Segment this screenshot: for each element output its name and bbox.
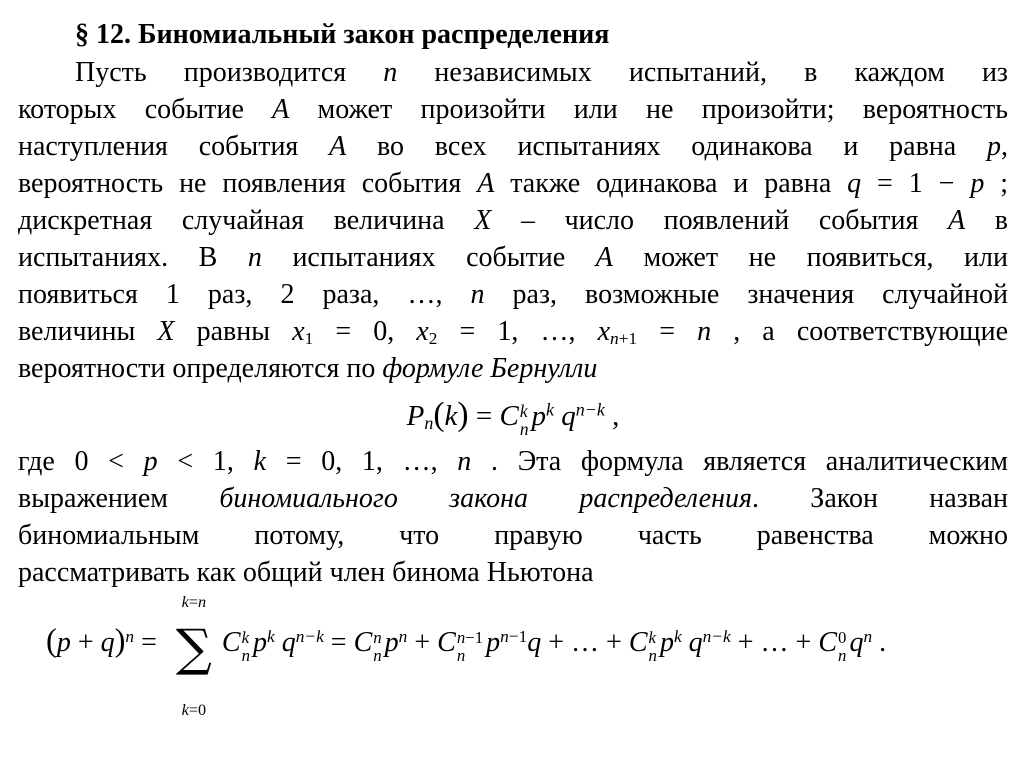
text-run: наступления события bbox=[18, 131, 330, 162]
text-run bbox=[457, 629, 483, 664]
text-run: ; bbox=[984, 168, 1008, 199]
text-run bbox=[275, 627, 282, 658]
text-run: p bbox=[252, 627, 267, 658]
text-run: n bbox=[125, 626, 135, 646]
text-run: рассматривать как общий член бинома Ньютона bbox=[18, 557, 594, 588]
text-run: + bbox=[407, 627, 438, 658]
text-run: ( bbox=[46, 623, 57, 659]
text-run: n bbox=[863, 626, 873, 646]
text-run: n bbox=[373, 628, 382, 648]
text-run bbox=[546, 400, 554, 420]
text-run: C bbox=[818, 627, 838, 658]
text-run: p bbox=[531, 400, 547, 432]
text-run: k bbox=[546, 399, 555, 420]
text-run: вероятности определяются по bbox=[18, 353, 383, 384]
text-run: x bbox=[597, 316, 610, 347]
text-run: n bbox=[457, 446, 472, 477]
text-run: P bbox=[406, 400, 425, 432]
text-run: = bbox=[188, 593, 199, 611]
text-run: p bbox=[384, 627, 399, 658]
text-run: А bbox=[329, 131, 347, 162]
text-run: −1 bbox=[508, 626, 528, 646]
newton-binomial-formula bbox=[18, 591, 1008, 719]
text-run: q bbox=[688, 627, 703, 658]
text-run: 2 bbox=[428, 328, 438, 348]
text-run bbox=[305, 329, 314, 348]
text-run: k bbox=[444, 400, 458, 432]
text-run: . bbox=[872, 627, 887, 658]
text-run: в bbox=[965, 205, 1008, 236]
text-run: = bbox=[323, 627, 354, 658]
text-run bbox=[838, 629, 846, 664]
text-run: k bbox=[519, 401, 528, 421]
text-run: + … + bbox=[730, 627, 819, 658]
text-run: < 1, bbox=[157, 446, 254, 477]
text-run: n bbox=[398, 626, 408, 646]
text-run: p bbox=[987, 131, 1001, 162]
text-run: 1 bbox=[304, 328, 314, 348]
text-run: q bbox=[281, 627, 296, 658]
text-run: испытаниях. В bbox=[18, 242, 248, 273]
text-run: k bbox=[181, 700, 189, 719]
text-run: p bbox=[56, 627, 71, 658]
text-run: C bbox=[499, 400, 519, 432]
text-run: = 1, …, bbox=[437, 316, 598, 347]
text-run: −1 bbox=[465, 628, 484, 648]
text-run: x bbox=[292, 316, 305, 347]
text-line bbox=[18, 165, 1008, 202]
text-run: n bbox=[247, 242, 262, 273]
text-run bbox=[863, 627, 872, 646]
text-run: + bbox=[70, 627, 101, 658]
text-run: n−k bbox=[575, 399, 605, 420]
text-line bbox=[18, 350, 1008, 387]
text-run: x bbox=[416, 316, 429, 347]
text-run bbox=[373, 629, 381, 664]
text-line bbox=[18, 239, 1008, 276]
text-line bbox=[18, 480, 1008, 517]
bernoulli-formula bbox=[18, 387, 1008, 443]
text-run: + … + bbox=[541, 627, 629, 658]
text-run: формуле Бернулли bbox=[382, 353, 598, 384]
text-run: – число появлений события bbox=[491, 205, 949, 236]
text-line bbox=[18, 517, 1008, 554]
text-run: = bbox=[468, 400, 500, 432]
text-run: k bbox=[181, 593, 189, 611]
text-run: испытаниях событие bbox=[261, 242, 596, 273]
text-run: ) bbox=[114, 623, 126, 659]
text-run: . Закон назван bbox=[751, 483, 1008, 514]
text-run: = 0, 1, …, bbox=[266, 446, 458, 477]
text-run: q bbox=[561, 400, 576, 432]
text-run: q bbox=[527, 627, 542, 658]
text-run: 0 bbox=[198, 700, 207, 719]
text-run: n bbox=[648, 645, 657, 665]
text-run bbox=[267, 627, 275, 646]
text-run: также одинакова и равна bbox=[494, 168, 848, 199]
text-line bbox=[18, 313, 1008, 350]
text-run: q bbox=[847, 168, 862, 199]
text-run: k bbox=[673, 626, 682, 646]
text-run: n−k bbox=[295, 626, 324, 646]
text-run: величины bbox=[18, 316, 158, 347]
text-run bbox=[125, 627, 134, 646]
text-run: = 0, bbox=[313, 316, 417, 347]
text-line bbox=[18, 443, 1008, 480]
text-run: C bbox=[221, 627, 241, 658]
text-run bbox=[649, 629, 657, 664]
text-run: q bbox=[100, 627, 115, 658]
text-run bbox=[424, 413, 433, 433]
text-run bbox=[610, 329, 637, 348]
text-run: биномиальным потому, что правую часть равенства можно bbox=[18, 520, 1008, 551]
text-run: = bbox=[134, 627, 164, 658]
paragraph-intro bbox=[18, 54, 1008, 387]
text-run: , а соответствующие bbox=[711, 316, 1008, 347]
text-run: X bbox=[157, 316, 175, 347]
text-run: C bbox=[628, 627, 648, 658]
text-run: равны bbox=[174, 316, 293, 347]
text-run: раз, возможные значения случайной bbox=[484, 279, 1008, 310]
section-title: § 12. Биномиальный закон распределения bbox=[75, 19, 610, 50]
text-run: , bbox=[604, 400, 620, 432]
text-line bbox=[18, 91, 1008, 128]
text-line bbox=[18, 276, 1008, 313]
text-run: появиться 1 раз, 2 раза, …, bbox=[18, 279, 471, 310]
text-run: k bbox=[253, 446, 266, 477]
text-run bbox=[703, 627, 731, 646]
text-run: k bbox=[648, 628, 656, 648]
text-run bbox=[576, 400, 605, 420]
text-run: n bbox=[373, 645, 382, 665]
text-run: биномиального закона распределения bbox=[219, 483, 752, 514]
text-run: n bbox=[198, 593, 207, 611]
text-run: n bbox=[424, 412, 434, 433]
text-run: вероятность не появления события bbox=[18, 168, 478, 199]
text-line bbox=[18, 202, 1008, 239]
text-run: которых событие bbox=[18, 94, 273, 125]
text-run: = bbox=[637, 316, 698, 347]
text-run: 0 bbox=[838, 628, 847, 648]
text-run: n bbox=[456, 628, 466, 648]
text-run: во всех испытаниях одинакова и равна bbox=[346, 131, 987, 162]
text-run: А bbox=[477, 168, 495, 199]
text-run bbox=[242, 629, 250, 664]
paragraph-explanation bbox=[18, 443, 1008, 591]
text-run: p bbox=[659, 627, 674, 658]
text-run: ) bbox=[457, 396, 469, 433]
text-run: X bbox=[474, 205, 492, 236]
summation-sigma: k=n ∑ k=0 bbox=[175, 593, 212, 719]
text-run: C bbox=[437, 627, 456, 658]
text-run: может не появиться, или bbox=[612, 242, 1008, 273]
text-run bbox=[682, 627, 689, 658]
text-run bbox=[296, 627, 324, 646]
text-run: дискретная случайная величина bbox=[18, 205, 475, 236]
text-run: Пусть производится bbox=[75, 57, 384, 88]
text-run: n bbox=[610, 328, 619, 348]
text-run: k bbox=[266, 626, 275, 646]
text-run: . Эта формула является аналитическим bbox=[471, 446, 1008, 477]
text-run: А bbox=[272, 94, 290, 125]
text-run bbox=[674, 627, 682, 646]
text-run: ( bbox=[433, 396, 445, 433]
text-run bbox=[500, 627, 527, 646]
text-run: n bbox=[470, 279, 485, 310]
text-run: n bbox=[697, 316, 712, 347]
text-run: p bbox=[970, 168, 985, 199]
text-run: +1 bbox=[618, 328, 638, 348]
text-run: n−k bbox=[702, 626, 731, 646]
text-line bbox=[18, 554, 1008, 591]
text-run: n bbox=[383, 57, 398, 88]
text-run: выражением bbox=[18, 483, 220, 514]
text-run bbox=[520, 402, 529, 439]
text-run: А bbox=[595, 242, 613, 273]
text-run: n bbox=[838, 645, 847, 665]
text-run: независимых испытаний, в каждом из bbox=[397, 57, 1008, 88]
text-run: p bbox=[486, 627, 501, 658]
text-run: q bbox=[849, 627, 864, 658]
text-run: А bbox=[948, 205, 966, 236]
text-run: n bbox=[500, 626, 509, 646]
text-run: n bbox=[456, 645, 466, 665]
text-run: C bbox=[353, 627, 373, 658]
text-run: n bbox=[519, 419, 529, 440]
text-line bbox=[18, 54, 1008, 91]
text-run: = bbox=[188, 700, 199, 719]
text-run: , bbox=[1001, 131, 1008, 162]
text-run: p bbox=[143, 446, 158, 477]
text-run: где 0 < bbox=[18, 446, 144, 477]
text-run: может произойти или не произойти; вероятность bbox=[289, 94, 1008, 125]
text-run: = 1 − bbox=[861, 168, 971, 199]
text-line bbox=[18, 128, 1008, 165]
text-run: n bbox=[241, 645, 250, 665]
text-run: k bbox=[241, 628, 250, 648]
